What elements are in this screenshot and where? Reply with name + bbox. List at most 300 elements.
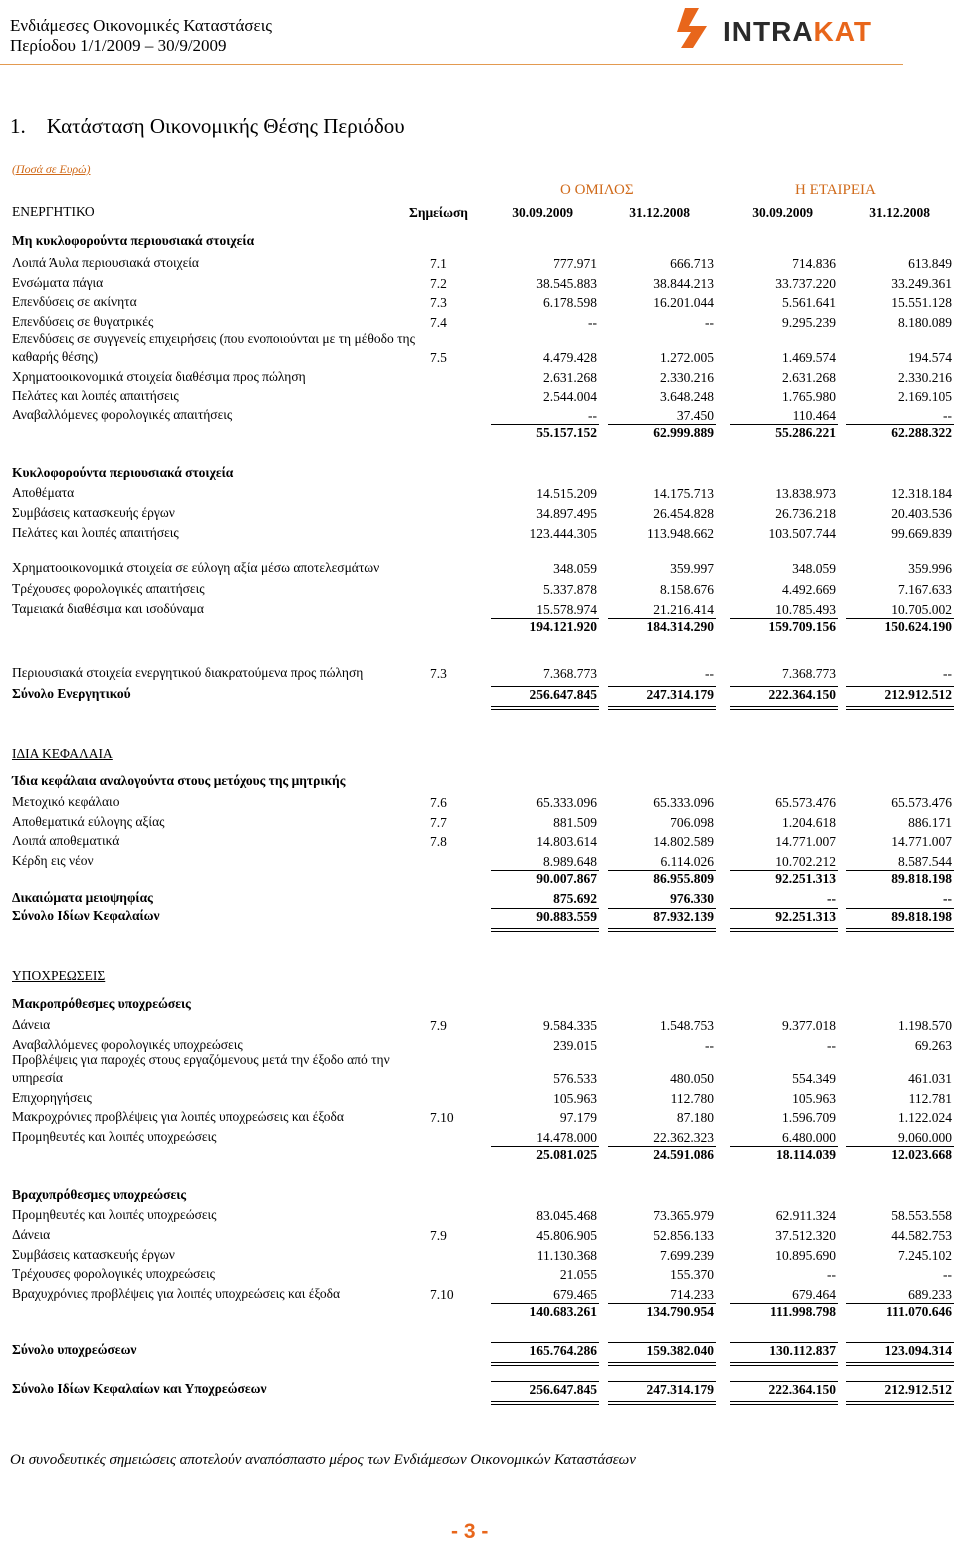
row-value-col2: 113.948.662	[647, 526, 714, 541]
footnote: Οι συνοδευτικές σημειώσεις αποτελούν αναπόσπαστο μέρος των Ενδιάμεσων Οικονομικών Καταστάσεων	[10, 1452, 636, 1468]
row-label: ΥΠΟΧΡΕΩΣΕΙΣ	[12, 968, 106, 983]
total-double-rule	[846, 1362, 954, 1366]
sum-rule	[491, 1342, 599, 1343]
row-value-col1: 194.121.920	[529, 619, 597, 634]
sum-rule	[846, 424, 954, 425]
total-double-rule	[730, 706, 838, 710]
row-value-col4: 44.582.753	[891, 1228, 952, 1243]
total-double-rule	[608, 928, 716, 932]
statement-row	[0, 541, 960, 577]
row-value-col4: 10.705.002	[891, 602, 952, 617]
row-value-col4: --	[943, 666, 952, 681]
sum-rule	[730, 1381, 838, 1382]
row-value-col2: 247.314.179	[646, 687, 714, 702]
row-note: 7.9	[430, 1228, 447, 1243]
row-value-col2: 37.450	[676, 408, 714, 423]
row-value-col3: 348.059	[792, 561, 836, 576]
statement-row	[0, 1206, 960, 1224]
row-value-col2: 38.844.213	[653, 276, 714, 291]
row-label: Κέρδη εις νέον	[12, 853, 94, 868]
row-value-col4: 613.849	[908, 256, 952, 271]
row-value-col1: 25.081.025	[536, 1147, 597, 1162]
subtotal-row	[0, 423, 960, 441]
row-value-col4: 2.169.105	[898, 389, 952, 404]
row-value-col1: 90.007.867	[536, 871, 597, 886]
row-label: Προμηθευτές και λοιπές υποχρεώσεις	[12, 1129, 217, 1144]
row-label: Λοιπά αποθεματικά	[12, 833, 120, 848]
sum-rule	[846, 1146, 954, 1147]
sum-rule	[608, 1342, 716, 1343]
statement-row	[0, 484, 960, 502]
row-value-col2: 87.180	[676, 1110, 714, 1125]
logo-wordmark	[723, 16, 872, 48]
row-label: Ενσώματα πάγια	[12, 275, 104, 290]
row-label: Μη κυκλοφορούντα περιουσιακά στοιχεία	[12, 233, 255, 248]
row-value-col4: 123.094.314	[884, 1343, 952, 1358]
row-label: Σύνολο υποχρεώσεων	[12, 1342, 137, 1357]
sum-rule	[730, 908, 838, 909]
row-label: Αποθεματικά εύλογης αξίας	[12, 814, 165, 829]
row-value-col4: 1.198.570	[898, 1018, 952, 1033]
row-label: Πελάτες και λοιπές απαιτήσεις	[12, 525, 179, 540]
sum-rule	[608, 618, 716, 619]
statement-row	[0, 1186, 960, 1204]
sum-rule	[846, 1342, 954, 1343]
row-value-col3: --	[827, 891, 836, 906]
statement-row	[0, 889, 960, 907]
row-label: Περιουσιακά στοιχεία ενεργητικού διακρατούμενα προς πώληση	[12, 665, 364, 680]
row-value-col1: 881.509	[553, 815, 597, 830]
row-value-col3: 111.998.798	[769, 1304, 836, 1319]
row-value-col1: 348.059	[553, 561, 597, 576]
column-c2: 31.12.2008	[629, 205, 690, 220]
row-value-col2: 14.175.713	[653, 486, 714, 501]
row-value-col1: 777.971	[553, 256, 597, 271]
row-note: 7.2	[430, 276, 447, 291]
sum-rule	[608, 1303, 716, 1304]
row-value-col3: 159.709.156	[768, 619, 836, 634]
row-value-col1: 97.179	[559, 1110, 597, 1125]
row-label: Σύνολο Ιδίων Κεφαλαίων	[12, 908, 160, 923]
row-value-col4: 15.551.128	[891, 295, 952, 310]
row-value-col1: 2.631.268	[543, 370, 597, 385]
statement-row	[0, 313, 960, 331]
row-value-col1: 5.337.878	[543, 582, 597, 597]
row-value-col2: 52.856.133	[653, 1228, 714, 1243]
row-value-col3: 1.469.574	[782, 350, 836, 365]
sum-rule	[491, 686, 599, 687]
row-value-col2: --	[705, 666, 714, 681]
row-value-col1: 83.045.468	[536, 1208, 597, 1223]
row-value-col2: 112.780	[670, 1091, 714, 1106]
row-value-col2: 8.158.676	[660, 582, 714, 597]
row-value-col1: 90.883.559	[536, 909, 597, 924]
sum-rule	[608, 1146, 716, 1147]
row-value-col1: 239.015	[553, 1038, 597, 1053]
sum-rule	[846, 870, 954, 871]
row-label: Δικαιώματα μειοψηφίας	[12, 890, 153, 905]
row-value-col3: 222.364.150	[768, 687, 836, 702]
row-value-col4: 89.818.198	[891, 909, 952, 924]
total-double-rule	[608, 1362, 716, 1366]
statement-row	[0, 387, 960, 405]
row-value-col2: 359.997	[670, 561, 714, 576]
row-value-col2: 16.201.044	[653, 295, 714, 310]
row-value-col2: 73.365.979	[653, 1208, 714, 1223]
row-value-col4: 69.263	[914, 1038, 952, 1053]
row-value-col3: 10.785.493	[775, 602, 836, 617]
column-note: Σημείωση	[409, 205, 468, 220]
row-value-col1: 2.544.004	[543, 389, 597, 404]
row-label: Σύνολο Ιδίων Κεφαλαίων και Υποχρεώσεων	[12, 1381, 267, 1396]
total-double-rule	[730, 1362, 838, 1366]
row-value-col3: 9.295.239	[782, 315, 836, 330]
row-value-col1: 45.806.905	[536, 1228, 597, 1243]
page-number: - 3 -	[451, 1520, 489, 1543]
total-double-rule	[491, 928, 599, 932]
logo-word-kat: KAT	[813, 16, 873, 47]
statement-row	[0, 1380, 960, 1398]
row-value-col1: --	[588, 315, 597, 330]
row-value-col2: --	[705, 315, 714, 330]
row-value-col4: --	[943, 891, 952, 906]
row-value-col3: 2.631.268	[782, 370, 836, 385]
sum-rule	[608, 908, 716, 909]
total-double-rule	[491, 706, 599, 710]
row-value-col2: 706.098	[670, 815, 714, 830]
statement-row	[0, 832, 960, 850]
row-label: Σύνολο Ενεργητικού	[12, 686, 131, 701]
row-value-col4: 8.180.089	[898, 315, 952, 330]
row-label: Πελάτες και λοιπές απαιτήσεις	[12, 388, 179, 403]
statement-row	[0, 745, 960, 763]
row-value-col4: 89.818.198	[891, 871, 952, 886]
statement-row	[0, 580, 960, 598]
row-value-col1: 7.368.773	[543, 666, 597, 681]
row-label: Επενδύσεις σε συγγενείς επιχειρήσεις (που ενοποιούνται με τη μέθοδο της καθαρής θέσης)	[12, 331, 415, 364]
row-value-col2: 14.802.589	[653, 834, 714, 849]
row-value-col3: 554.349	[792, 1071, 836, 1086]
row-value-col3: 105.963	[792, 1091, 836, 1106]
row-value-col1: 123.444.305	[529, 526, 597, 541]
row-value-col1: 256.647.845	[529, 687, 597, 702]
row-value-col4: 194.574	[908, 350, 952, 365]
column-c1: 30.09.2009	[512, 205, 573, 220]
row-value-col3: 9.377.018	[782, 1018, 836, 1033]
row-value-col4: 12.318.184	[891, 486, 952, 501]
row-value-col3: 7.368.773	[782, 666, 836, 681]
statement-row	[0, 1265, 960, 1283]
row-value-col4: 65.573.476	[891, 795, 952, 810]
row-value-col2: 6.114.026	[660, 854, 714, 869]
row-value-col1: 11.130.368	[536, 1248, 597, 1263]
row-value-col3: 679.464	[792, 1287, 836, 1302]
sum-rule	[608, 424, 716, 425]
statement-row	[0, 1089, 960, 1107]
row-value-col2: 24.591.086	[653, 1147, 714, 1162]
section-title: 1. Κατάσταση Οικονομικής Θέσης Περιόδου	[10, 114, 405, 138]
row-value-col1: 15.578.974	[536, 602, 597, 617]
row-value-col3: 130.112.837	[769, 1343, 836, 1358]
statement-row	[0, 907, 960, 925]
row-label: Μετοχικό κεφάλαιο	[12, 794, 120, 809]
row-note: 7.7	[430, 815, 447, 830]
statement-row	[0, 464, 960, 482]
row-value-col3: 14.771.007	[775, 834, 836, 849]
row-value-col1: 21.055	[559, 1267, 597, 1282]
row-value-col1: 65.333.096	[536, 795, 597, 810]
sum-rule	[491, 908, 599, 909]
row-value-col3: 10.895.690	[775, 1248, 836, 1263]
row-value-col3: 6.480.000	[782, 1130, 836, 1145]
row-label: Χρηματοοικονομικά στοιχεία σε εύλογη αξία μέσω αποτελεσμάτων	[12, 560, 380, 575]
row-label: Συμβάσεις κατασκευής έργων	[12, 505, 175, 520]
total-double-rule	[846, 706, 954, 710]
row-value-col1: 9.584.335	[543, 1018, 597, 1033]
row-value-col3: 103.507.744	[768, 526, 836, 541]
statement-row	[0, 254, 960, 272]
row-value-col4: 20.403.536	[891, 506, 952, 521]
row-note: 7.1	[430, 256, 447, 271]
row-note: 7.10	[430, 1287, 454, 1302]
total-double-rule	[491, 1401, 599, 1405]
row-label: Δάνεια	[12, 1017, 51, 1032]
sum-rule	[608, 870, 716, 871]
row-value-col1: 34.897.495	[536, 506, 597, 521]
row-value-col2: 7.699.239	[660, 1248, 714, 1263]
row-label: Προμηθευτές και λοιπές υποχρεώσεις	[12, 1207, 217, 1222]
currency-note: (Ποσά σε Ευρώ)	[12, 162, 91, 176]
row-label: Ταμειακά διαθέσιμα και ισοδύναμα	[12, 601, 204, 616]
row-value-col1: 6.178.598	[543, 295, 597, 310]
row-label: Μακροχρόνιες προβλέψεις για λοιπές υποχρεώσεις και έξοδα	[12, 1109, 344, 1124]
sum-rule	[846, 1303, 954, 1304]
row-value-col4: 150.624.190	[884, 619, 952, 634]
row-value-col2: 1.548.753	[660, 1018, 714, 1033]
row-value-col1: 55.157.152	[536, 425, 597, 440]
row-note: 7.10	[430, 1110, 454, 1125]
statement-row	[0, 967, 960, 985]
row-value-col4: 9.060.000	[898, 1130, 952, 1145]
sum-rule	[491, 1303, 599, 1304]
row-value-col2: 65.333.096	[653, 795, 714, 810]
total-double-rule	[846, 928, 954, 932]
sum-rule	[730, 1303, 838, 1304]
statement-row	[0, 1285, 960, 1303]
statement-row	[0, 793, 960, 811]
row-value-col3: 222.364.150	[768, 1382, 836, 1397]
sum-rule	[491, 424, 599, 425]
row-note: 7.5	[430, 350, 447, 365]
total-double-rule	[608, 1401, 716, 1405]
row-value-col2: 666.713	[670, 256, 714, 271]
row-label: Αναβαλλόμενες φορολογικές υποχρεώσεις	[12, 1037, 243, 1052]
row-note: 7.3	[430, 295, 447, 310]
row-value-col2: 21.216.414	[653, 602, 714, 617]
total-double-rule	[730, 928, 838, 932]
row-value-col2: 134.790.954	[646, 1304, 714, 1319]
row-value-col3: 1.596.709	[782, 1110, 836, 1125]
statement-row	[0, 1051, 960, 1087]
statement-row	[0, 772, 960, 790]
row-value-col1: 875.692	[553, 891, 597, 906]
row-value-col4: 7.167.633	[898, 582, 952, 597]
row-value-col4: 7.245.102	[898, 1248, 952, 1263]
row-value-col3: 18.114.039	[775, 1147, 836, 1162]
row-value-col2: 159.382.040	[646, 1343, 714, 1358]
row-value-col4: --	[943, 408, 952, 423]
row-value-col4: 99.669.839	[891, 526, 952, 541]
row-label: Επιχορηγήσεις	[12, 1090, 92, 1105]
header-title-line2: Περίοδου 1/1/2009 – 30/9/2009	[10, 36, 227, 55]
row-label: Επενδύσεις σε θυγατρικές	[12, 314, 154, 329]
row-value-col1: 14.803.614	[536, 834, 597, 849]
row-value-col1: 165.764.286	[529, 1343, 597, 1358]
row-value-col4: 461.031	[908, 1071, 952, 1086]
row-label: Αποθέματα	[12, 485, 75, 500]
row-value-col2: 2.330.216	[660, 370, 714, 385]
sum-rule	[730, 870, 838, 871]
row-value-col2: 184.314.290	[646, 619, 714, 634]
row-label: Επενδύσεις σε ακίνητα	[12, 294, 137, 309]
row-value-col1: 4.479.428	[543, 350, 597, 365]
row-value-col3: 92.251.313	[775, 871, 836, 886]
sum-rule	[608, 1381, 716, 1382]
row-value-col3: 13.838.973	[775, 486, 836, 501]
row-value-col4: 8.587.544	[898, 854, 952, 869]
sum-rule	[730, 1342, 838, 1343]
row-value-col4: 212.912.512	[884, 1382, 952, 1397]
intrakat-logo	[677, 6, 897, 52]
row-label: Δάνεια	[12, 1227, 51, 1242]
row-value-col3: 26.736.218	[775, 506, 836, 521]
row-note: 7.4	[430, 315, 447, 330]
row-value-col3: 37.512.320	[775, 1228, 836, 1243]
row-label: Συμβάσεις κατασκευής έργων	[12, 1247, 175, 1262]
column-label-assets: ΕΝΕΡΓΗΤΙΚΟ	[12, 204, 95, 219]
row-value-col3: 5.561.641	[782, 295, 836, 310]
row-label: Βραχυχρόνιες προβλέψεις για λοιπές υποχρεώσεις και έξοδα	[12, 1286, 341, 1301]
sum-rule	[846, 908, 954, 909]
row-value-col1: 14.478.000	[536, 1130, 597, 1145]
row-value-col2: 26.454.828	[653, 506, 714, 521]
row-label: ΙΔΙΑ ΚΕΦΑΛΑΙΑ	[12, 746, 113, 761]
total-double-rule	[846, 1401, 954, 1405]
statement-row	[0, 1016, 960, 1034]
row-value-col4: 212.912.512	[884, 687, 952, 702]
row-value-col4: 111.070.646	[885, 1304, 952, 1319]
row-label: Προβλέψεις για παροχές στους εργαζόμενους μετά την έξοδο από την υπηρεσία	[12, 1052, 390, 1085]
row-label: Λοιπά Άυλα περιουσιακά στοιχεία	[12, 255, 199, 270]
statement-row	[0, 1246, 960, 1264]
statement-row	[0, 504, 960, 522]
row-value-col2: 87.932.139	[653, 909, 714, 924]
row-value-col3: --	[827, 1267, 836, 1282]
statement-row	[0, 368, 960, 386]
statement-row	[0, 274, 960, 292]
row-value-col4: 62.288.322	[891, 425, 952, 440]
total-double-rule	[730, 1401, 838, 1405]
row-value-col3: 1.204.618	[782, 815, 836, 830]
row-value-col2: 247.314.179	[646, 1382, 714, 1397]
group-header-group: Ο ΟΜΙΛΟΣ	[560, 182, 634, 198]
statement-row	[0, 664, 960, 682]
row-value-col2: 976.330	[670, 891, 714, 906]
row-value-col2: 86.955.809	[653, 871, 714, 886]
row-value-col3: 4.492.669	[782, 582, 836, 597]
sum-rule	[608, 686, 716, 687]
sum-rule	[730, 618, 838, 619]
row-value-col1: 576.533	[553, 1071, 597, 1086]
document-header-title	[10, 16, 272, 56]
statement-row	[0, 813, 960, 831]
row-value-col3: 62.911.324	[775, 1208, 836, 1223]
row-value-col2: 155.370	[670, 1267, 714, 1282]
row-value-col2: 1.272.005	[660, 350, 714, 365]
row-value-col3: 33.737.220	[775, 276, 836, 291]
header-title-line1: Ενδιάμεσες Οικονομικές Καταστάσεις	[10, 16, 273, 35]
total-double-rule	[491, 1362, 599, 1366]
row-label: Αναβαλλόμενες φορολογικές απαιτήσεις	[12, 407, 233, 422]
statement-row	[0, 685, 960, 703]
row-label: Κυκλοφορούντα περιουσιακά στοιχεία	[12, 465, 234, 480]
row-value-col3: 65.573.476	[775, 795, 836, 810]
row-value-col4: 2.330.216	[898, 370, 952, 385]
row-value-col2: 62.999.889	[653, 425, 714, 440]
statement-row	[0, 524, 960, 542]
row-label: Τρέχουσες φορολογικές υποχρεώσεις	[12, 1266, 216, 1281]
row-value-col3: 1.765.980	[782, 389, 836, 404]
row-value-col3: 10.702.212	[775, 854, 836, 869]
total-double-rule	[608, 706, 716, 710]
row-value-col3: 92.251.313	[775, 909, 836, 924]
row-value-col4: 58.553.558	[891, 1208, 952, 1223]
row-note: 7.8	[430, 834, 447, 849]
row-label: Ίδια κεφάλαια αναλογούντα στους μετόχους της μητρικής	[12, 773, 346, 788]
subtotal-row	[0, 1145, 960, 1163]
row-value-col1: 256.647.845	[529, 1382, 597, 1397]
row-note: 7.6	[430, 795, 447, 810]
group-header-company: Η ΕΤΑΙΡΕΙΑ	[795, 182, 876, 198]
row-value-col2: 3.648.248	[660, 389, 714, 404]
statement-row	[0, 1341, 960, 1359]
column-c4: 31.12.2008	[869, 205, 930, 220]
row-value-col3: 110.464	[792, 408, 836, 423]
subtotal-row	[0, 869, 960, 887]
statement-row	[0, 406, 960, 424]
row-value-col2: 714.233	[670, 1287, 714, 1302]
row-value-col4: 359.996	[908, 561, 952, 576]
statement-row	[0, 1226, 960, 1244]
sum-rule	[730, 1146, 838, 1147]
statement-row	[0, 1128, 960, 1146]
statement-row	[0, 293, 960, 311]
row-value-col4: 112.781	[908, 1091, 952, 1106]
sum-rule	[846, 1381, 954, 1382]
row-value-col3: 55.286.221	[775, 425, 836, 440]
sum-rule	[491, 1146, 599, 1147]
row-note: 7.3	[430, 666, 447, 681]
row-value-col4: 14.771.007	[891, 834, 952, 849]
sum-rule	[846, 686, 954, 687]
row-note: 7.9	[430, 1018, 447, 1033]
logo-word-intra: INTRA	[723, 16, 814, 47]
column-header-row	[0, 205, 960, 221]
row-value-col2: --	[705, 1038, 714, 1053]
sum-rule	[730, 424, 838, 425]
row-value-col3: 714.836	[792, 256, 836, 271]
row-label: Μακροπρόθεσμες υποχρεώσεις	[12, 996, 191, 1011]
